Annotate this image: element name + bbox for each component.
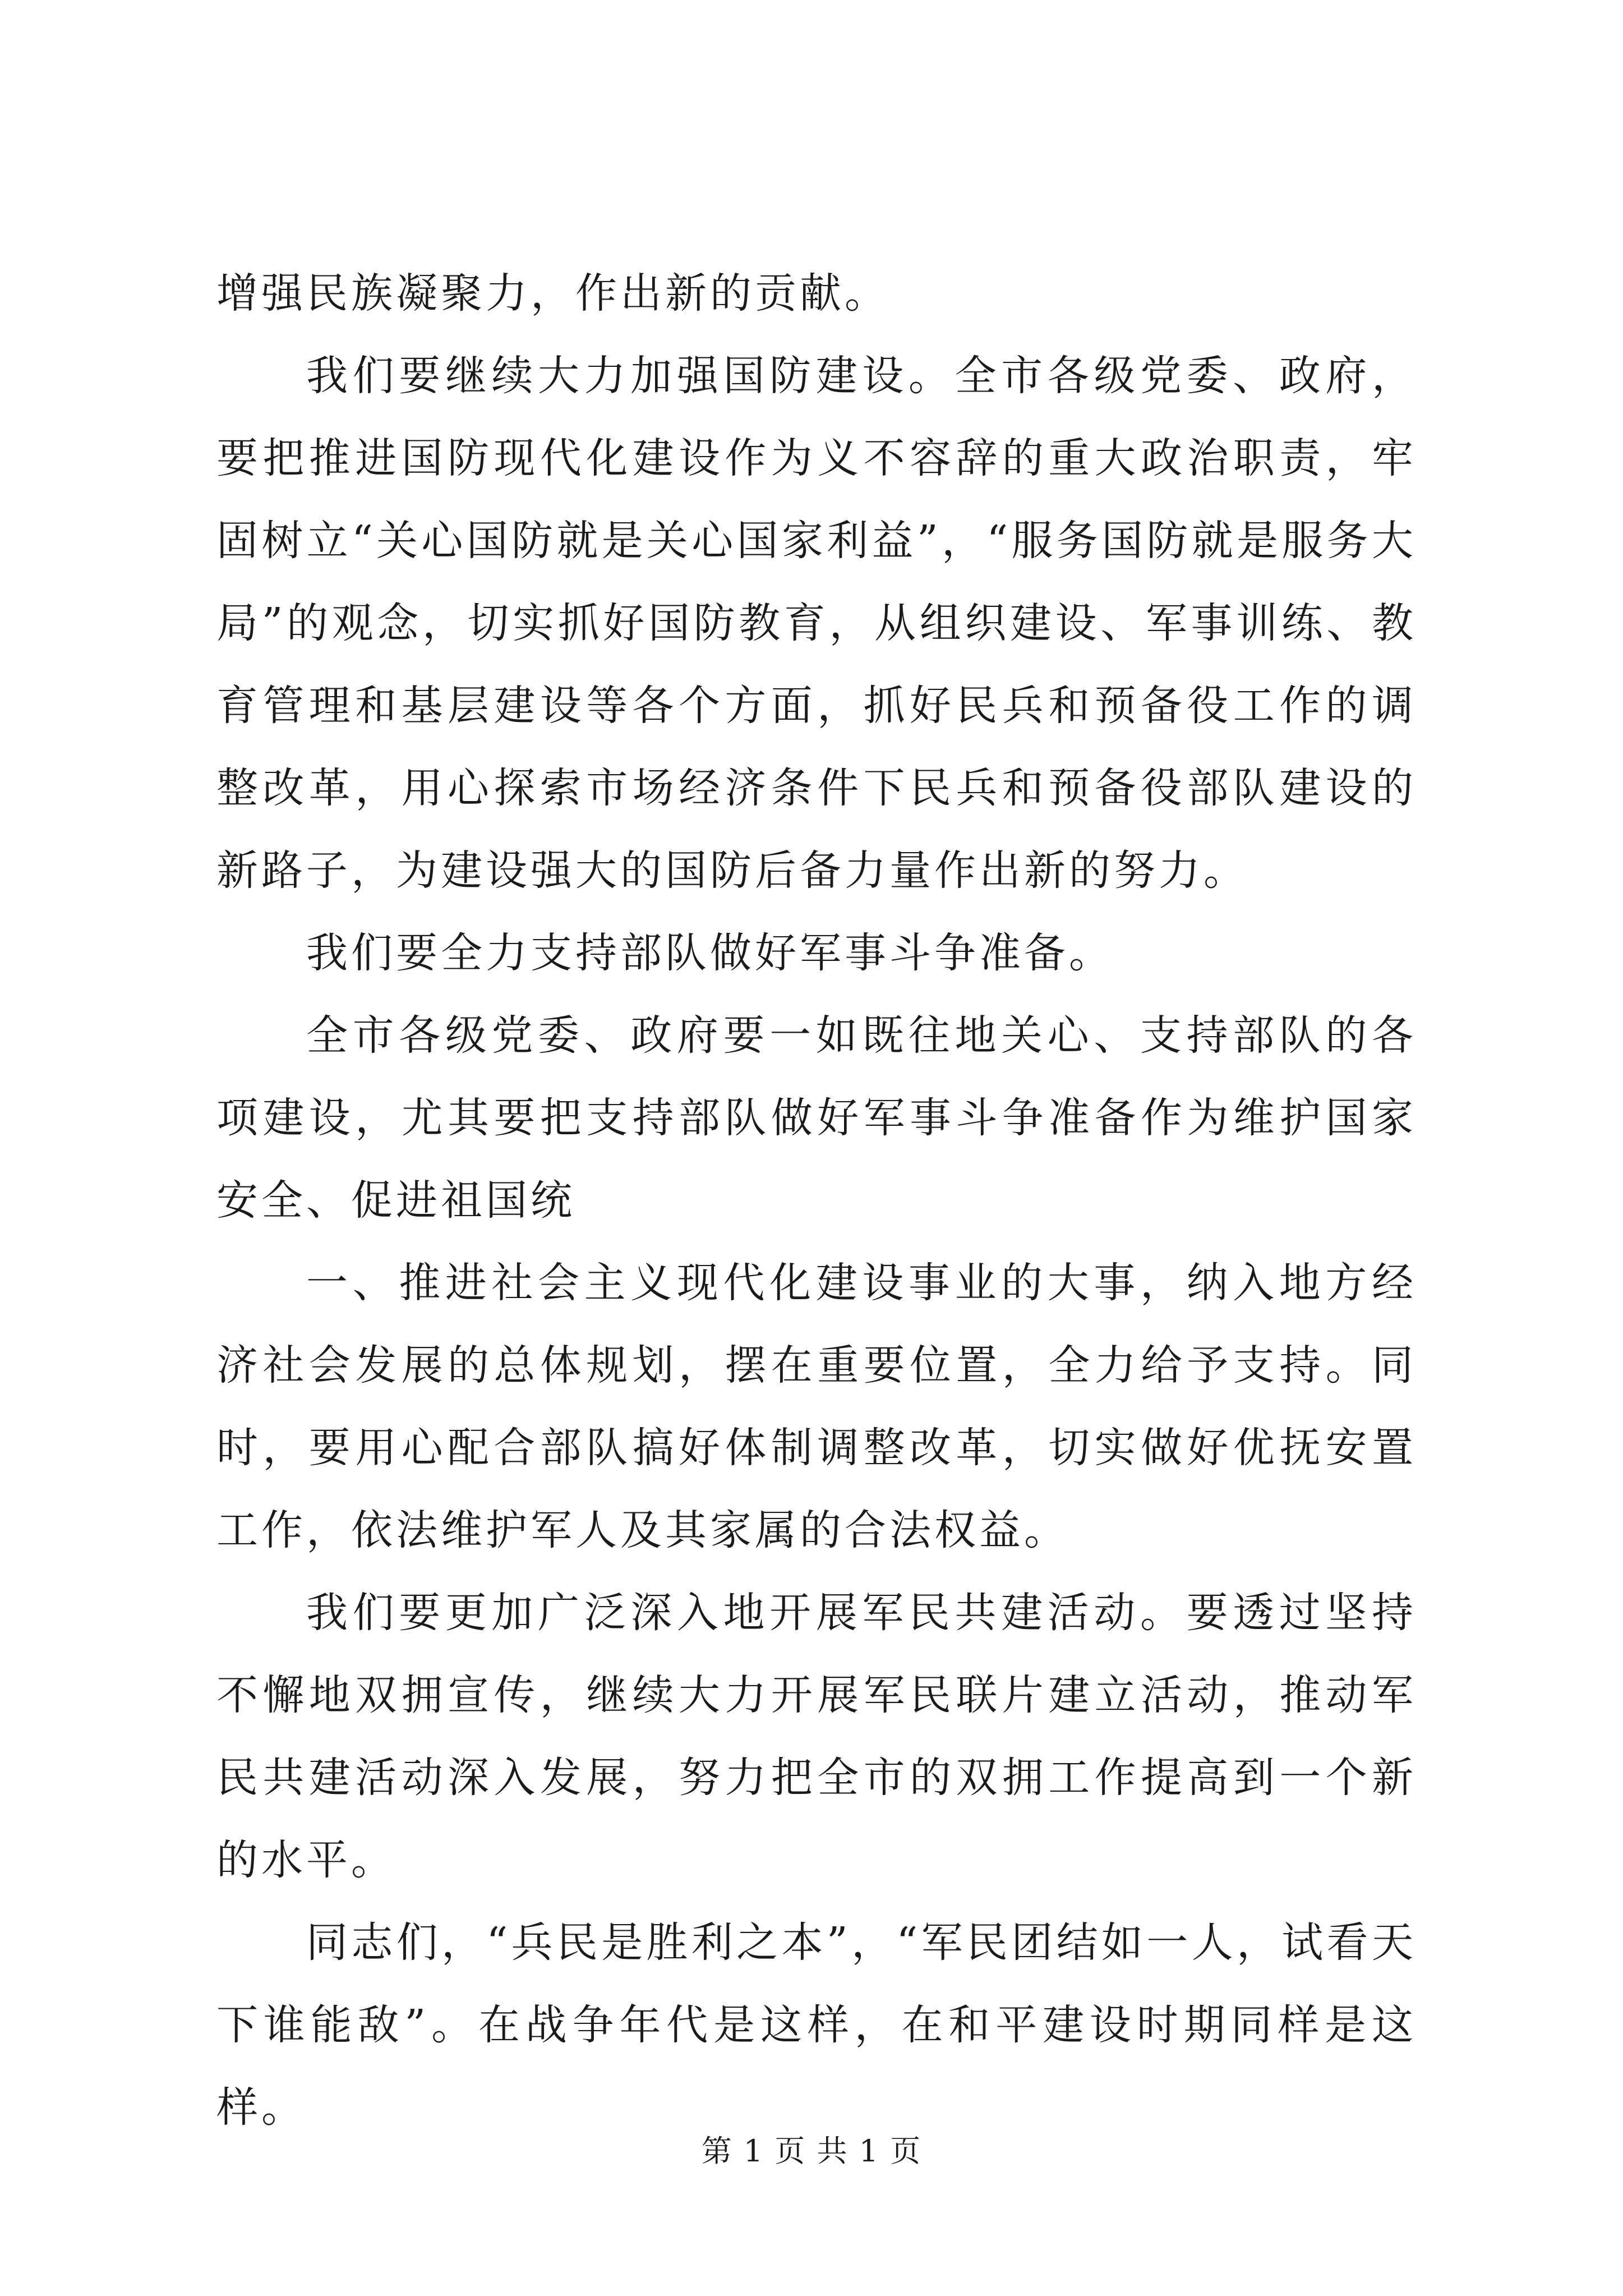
paragraph-7: 同志们，“兵民是胜利之本”，“军民团结如一人，试看天下谁能敌”。在战争年代是这样，在和平建设时期同样是这样。 xyxy=(216,1918,1417,2132)
paragraph-3: 我们要全力支持部队做好军事斗争准备。 xyxy=(306,929,1114,977)
paragraph-2: 我们要继续大力加强国防建设。全市各级党委、政府，要把推进国防现代化建设作为义不容辞的重大政治职责，牢固树立“关心国防就是关心国家利益”，“服务国防就是服务大局”的观念，切实抓好国防教育，从组织建设、军事训练、教育管理和基层建设等各个方面，抓好民兵和预备役工作的调整改革，用心探索市场经济条件下民兵和预备役部队建设的新路子，为建设强大的国防后备力量作出新的努力。 xyxy=(216,352,1417,895)
paragraph-1: 增强民族凝聚力，作出新的贡献。 xyxy=(216,269,889,318)
page-footer: 第 1 页 共 1 页 xyxy=(701,2133,922,2169)
document-body xyxy=(216,252,1417,2149)
paragraph-4: 全市各级党委、政府要一如既往地关心、支持部队的各项建设，尤其要把支持部队做好军事斗争准备作为维护国家安全、促进祖国统 xyxy=(216,1011,1417,1225)
paragraph-5: 一、推进社会主义现代化建设事业的大事，纳入地方经济社会发展的总体规划，摆在重要位置，全力给予支持。同时，要用心配合部队搞好体制调整改革，切实做好优抚安置工作，依法维护军人及其家属的合法权益。 xyxy=(216,1259,1417,1554)
paragraph-6: 我们要更加广泛深入地开展军民共建活动。要透过坚持不懈地双拥宣传，继续大力开展军民联片建立活动，推动军民共建活动深入发展，努力把全市的双拥工作提高到一个新的水平。 xyxy=(216,1589,1417,1884)
